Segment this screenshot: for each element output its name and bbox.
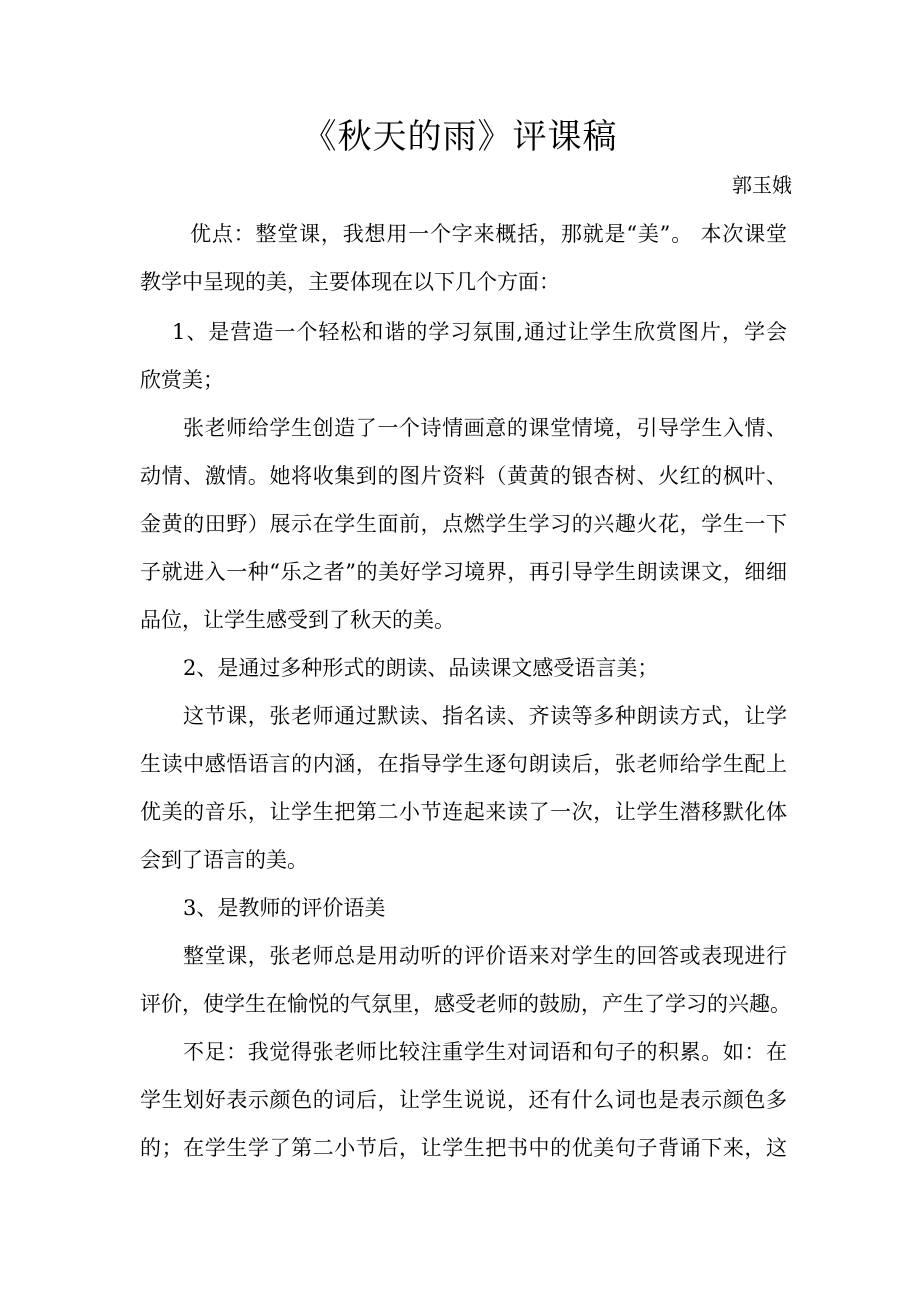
paragraph-line: 子就进入一种“乐之者”的美好学习境界，再引导学生朗读课文，细细 (140, 560, 787, 584)
paragraph-line: 的；在学生学了第二小节后，让学生把书中的优美句子背诵下来，这 (140, 1136, 787, 1160)
paragraph-line: 评价，使学生在愉悦的气氛里，感受老师的鼓励，产生了学习的兴趣。 (140, 992, 791, 1016)
paragraph-line: 教学中呈现的美，主要体现在以下几个方面： (140, 270, 560, 294)
paragraph-line: 不足：我觉得张老师比较注重学生对词语和句子的积累。如：在 (183, 1040, 787, 1064)
paragraph-line: 2、是通过多种形式的朗读、品读课文感受语言美； (183, 656, 659, 680)
paragraph-line: 1、是营造一个轻松和谐的学习氛围,通过让学生欣赏图片，学会 (172, 320, 787, 344)
paragraph-line: 生读中感悟语言的内涵，在指导学生逐句朗读后，张老师给学生配上 (140, 752, 787, 776)
paragraph-line: 动情、激情。她将收集到的图片资料（黄黄的银杏树、火红的枫叶、 (140, 464, 787, 488)
author-name: 郭玉娥 (732, 173, 792, 197)
paragraph-line: 3、是教师的评价语美 (183, 896, 386, 920)
document-title: 《秋天的雨》评课稿 (302, 117, 618, 157)
paragraph-line: 欣赏美； (140, 368, 224, 392)
paragraph-line: 金黄的田野）展示在学生面前，点燃学生学习的兴趣火花，学生一下 (140, 512, 787, 536)
paragraph-line: 学生划好表示颜色的词后，让学生说说，还有什么词也是表示颜色多 (140, 1088, 787, 1112)
paragraph-line: 优美的音乐，让学生把第二小节连起来读了一次，让学生潜移默化体 (140, 800, 787, 824)
paragraph-line: 整堂课，张老师总是用动听的评价语来对学生的回答或表现进行 (183, 944, 787, 968)
paragraph-line: 这节课，张老师通过默读、指名读、齐读等多种朗读方式，让学 (183, 704, 787, 728)
paragraph-line: 优点：整堂课，我想用一个字来概括，那就是“美”。 本次课堂 (190, 222, 787, 246)
paragraph-line: 品位，让学生感受到了秋天的美。 (140, 608, 455, 632)
paragraph-line: 会到了语言的美。 (140, 848, 308, 872)
paragraph-line: 张老师给学生创造了一个诗情画意的课堂情境，引导学生入情、 (183, 416, 787, 440)
